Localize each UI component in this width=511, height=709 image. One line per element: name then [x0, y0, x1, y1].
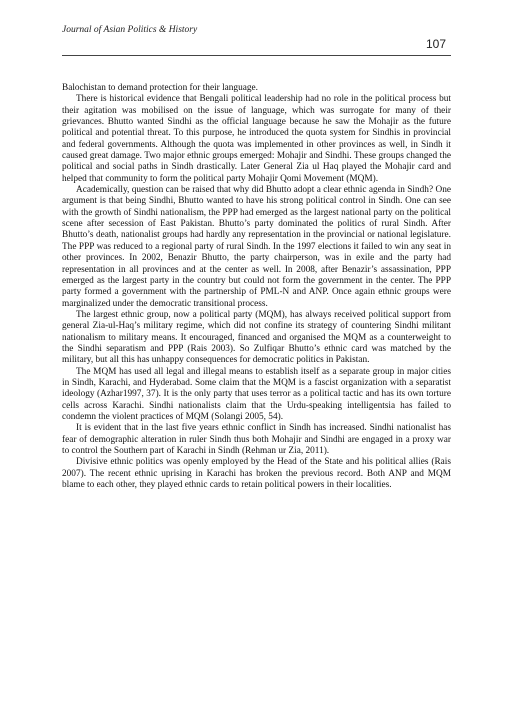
paragraph: Academically, question can be raised that why did Bhutto adopt a clear ethnic agenda in Sindh? One argument is that being Sindhi, Bhutto wanted to have his strong political control in Sindh. One can see with the growth of Sindhi nationalism, the PPP had emerged as the largest national party on the political scene after secession of East Pakistan. Bhutto’s party dominated the politics of rural Sindh. After Bhutto’s death, nationalist groups had hardly any representation in the provincial or national legislature. The PPP was reduced to a regional party of rural Sindh. In the 1997 elections it failed to win any seat in other provinces. In 2002, Benazir Bhutto, the party chairperson, was in exile and the party had representation in all provinces and at the center as well. In 2008, after Benazir’s assassination, PPP emerged as the largest party in the country but could not form the government in the center. The PPP party formed a government with the partnership of PML-N and ANP. Once again ethnic groups were marginalized under the democratic transitional process.: [62, 185, 451, 309]
paragraph: It is evident that in the last five years ethnic conflict in Sindh has increased. Sindhi nationalist has fear of demographic alteration in ruler Sindh thus both Mohajir and Sindhi are engaged in a proxy war to control the Southern part of Karachi in Sindh (Rehman ur Zia, 2011).: [62, 423, 451, 456]
page-number: 107: [426, 37, 447, 51]
paragraph: The MQM has used all legal and illegal means to establish itself as a separate group in major cities in Sindh, Karachi, and Hyderabad. Some claim that the MQM is a fascist organization with a separatist ideology (Azhar1997, 37). It is the only party that uses terror as a political tactic and has its own torture cells across Karachi. Sindhi nationalists claim that the Urdu-speaking intelligentsia has failed to condemn the violent practices of MQM (Solangi 2005, 54).: [62, 366, 451, 422]
paragraph: The largest ethnic group, now a political party (MQM), has always received political support from general Zia-ul-Haq’s military regime, which did not confine its strategy of countering Sindhi militant nationalism to military means. It encouraged, financed and organised the MQM as a counterweight to the Sindhi separatism and PPP (Rais 2003). So Zulfiqar Bhutto’s ethnic card was matched by the military, but all this has unhappy consequences for democratic politics in Pakistan.: [62, 309, 451, 366]
body-text: [62, 83, 451, 491]
paragraph: Divisive ethnic politics was openly employed by the Head of the State and his political allies (Rais 2007). The recent ethnic uprising in Karachi has broken the previous record. Both ANP and MQM blame to each other, they played ethnic cards to retain political powers in their localities.: [62, 457, 451, 491]
paragraph: There is historical evidence that Bengali political leadership had no role in the political process but their agitation was mobilised on the issue of language, which was surrogate for many of their grievances. Bhutto wanted Sindhi as the official language because he saw the Mohajir as the future political and potential threat. To this purpose, he introduced the quota system for Sindhis in provincial and federal governments. Although the quota was implemented in other provinces as well, in Sindh it caused great damage. Two major ethnic groups emerged: Mohajir and Sindhi. These groups changed the political and social paths in Sindh drastically. Later General Zia ul Haq played the Mohajir card and helped that community to form the political party Mohajir Qomi Movement (MQM).: [62, 94, 451, 184]
header-rule: [62, 55, 451, 56]
journal-title: Journal of Asian Politics & History: [62, 25, 198, 35]
paragraph: Balochistan to demand protection for their language.: [62, 83, 258, 93]
